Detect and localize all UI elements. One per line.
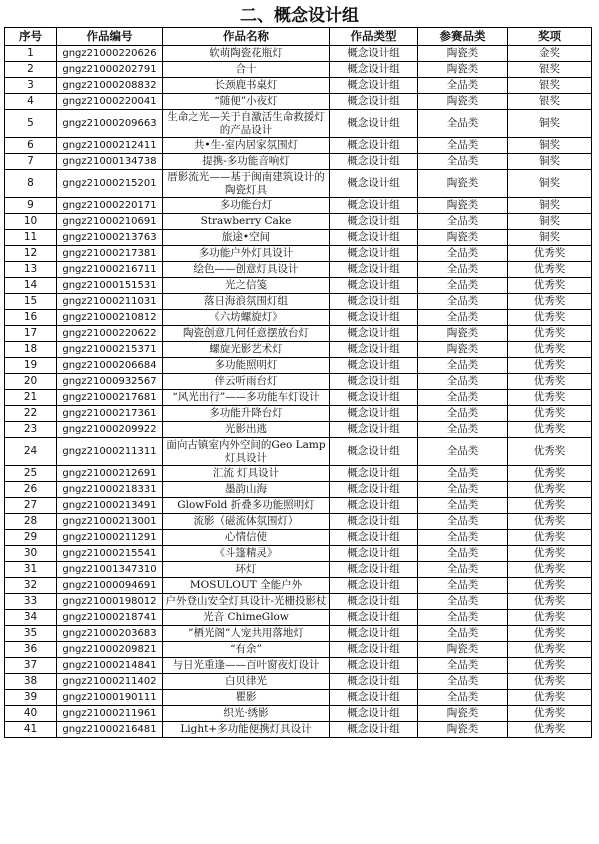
entry-name: 软萌陶瓷花瓶灯	[163, 46, 330, 62]
table-row	[5, 214, 592, 230]
entry-type: 概念设计组	[330, 722, 418, 738]
entry-name: 织光·绣影	[163, 706, 330, 722]
entry-code: gngz21000217681	[57, 390, 163, 406]
entry-name: 面向古镇室内外空间的Geo Lamp灯具设计	[163, 438, 330, 466]
entry-type: 概念设计组	[330, 578, 418, 594]
entry-category: 全品类	[418, 498, 508, 514]
entry-type: 概念设计组	[330, 138, 418, 154]
row-index: 20	[5, 374, 57, 390]
table-row	[5, 358, 592, 374]
row-index: 7	[5, 154, 57, 170]
row-index: 21	[5, 390, 57, 406]
entry-award: 优秀奖	[508, 658, 592, 674]
entry-code: gngz21000208832	[57, 78, 163, 94]
entry-type: 概念设计组	[330, 546, 418, 562]
entry-type: 概念设计组	[330, 658, 418, 674]
table-row	[5, 722, 592, 738]
entry-category: 全品类	[418, 110, 508, 138]
entry-code: gngz21000202791	[57, 62, 163, 78]
entry-type: 概念设计组	[330, 690, 418, 706]
entry-type: 概念设计组	[330, 438, 418, 466]
row-index: 3	[5, 78, 57, 94]
entry-award: 优秀奖	[508, 674, 592, 690]
entry-award: 铜奖	[508, 230, 592, 246]
entry-award: 优秀奖	[508, 406, 592, 422]
entry-category: 全品类	[418, 530, 508, 546]
entry-award: 优秀奖	[508, 530, 592, 546]
entry-award: 优秀奖	[508, 578, 592, 594]
table-row	[5, 326, 592, 342]
entry-category: 陶瓷类	[418, 642, 508, 658]
table-row	[5, 690, 592, 706]
entry-award: 优秀奖	[508, 642, 592, 658]
row-index: 40	[5, 706, 57, 722]
entry-type: 概念设计组	[330, 358, 418, 374]
entry-type: 概念设计组	[330, 374, 418, 390]
table-row	[5, 342, 592, 358]
entry-award: 优秀奖	[508, 390, 592, 406]
entry-award: 优秀奖	[508, 374, 592, 390]
entry-code: gngz21000211311	[57, 438, 163, 466]
table-row	[5, 578, 592, 594]
entry-category: 陶瓷类	[418, 94, 508, 110]
entry-award: 银奖	[508, 62, 592, 78]
table-row	[5, 562, 592, 578]
table-row	[5, 498, 592, 514]
entry-code: gngz21000212691	[57, 466, 163, 482]
entry-type: 概念设计组	[330, 642, 418, 658]
entry-award: 铜奖	[508, 170, 592, 198]
entry-category: 全品类	[418, 514, 508, 530]
table-row	[5, 406, 592, 422]
row-index: 24	[5, 438, 57, 466]
table-row	[5, 262, 592, 278]
entry-name: 环灯	[163, 562, 330, 578]
table-row	[5, 438, 592, 466]
table-row	[5, 46, 592, 62]
row-index: 41	[5, 722, 57, 738]
entry-type: 概念设计组	[330, 262, 418, 278]
page-title: 二、概念设计组	[240, 6, 359, 26]
entry-name: Light+多功能便携灯具设计	[163, 722, 330, 738]
table-row	[5, 374, 592, 390]
entry-type: 概念设计组	[330, 78, 418, 94]
row-index: 35	[5, 626, 57, 642]
row-index: 27	[5, 498, 57, 514]
header-entry-type: 作品类型	[330, 28, 418, 46]
header-entry-code: 作品编号	[57, 28, 163, 46]
entry-code: gngz21000215541	[57, 546, 163, 562]
entry-name: “随便”小夜灯	[163, 94, 330, 110]
entry-award: 优秀奖	[508, 562, 592, 578]
entry-category: 全品类	[418, 610, 508, 626]
entry-award: 银奖	[508, 78, 592, 94]
entry-award: 优秀奖	[508, 466, 592, 482]
entry-category: 全品类	[418, 278, 508, 294]
entry-award: 优秀奖	[508, 246, 592, 262]
entry-type: 概念设计组	[330, 626, 418, 642]
entry-code: gngz21000198012	[57, 594, 163, 610]
entry-award: 铜奖	[508, 154, 592, 170]
entry-type: 概念设计组	[330, 310, 418, 326]
entry-name: 落日海浪氛围灯组	[163, 294, 330, 310]
table-row	[5, 706, 592, 722]
entry-code: gngz21000212411	[57, 138, 163, 154]
entry-type: 概念设计组	[330, 214, 418, 230]
entry-category: 全品类	[418, 358, 508, 374]
table-row	[5, 278, 592, 294]
entry-type: 概念设计组	[330, 94, 418, 110]
row-index: 36	[5, 642, 57, 658]
row-index: 34	[5, 610, 57, 626]
entry-name: 多功能升降台灯	[163, 406, 330, 422]
entry-category: 陶瓷类	[418, 706, 508, 722]
row-index: 23	[5, 422, 57, 438]
table-row	[5, 310, 592, 326]
entry-code: gngz21000217361	[57, 406, 163, 422]
entry-type: 概念设计组	[330, 390, 418, 406]
entry-type: 概念设计组	[330, 342, 418, 358]
entry-award: 优秀奖	[508, 422, 592, 438]
row-index: 22	[5, 406, 57, 422]
entry-name: Strawberry Cake	[163, 214, 330, 230]
entry-category: 全品类	[418, 438, 508, 466]
entry-name: 墨韵山海	[163, 482, 330, 498]
row-index: 39	[5, 690, 57, 706]
entry-award: 优秀奖	[508, 262, 592, 278]
table-row	[5, 610, 592, 626]
row-index: 19	[5, 358, 57, 374]
entry-code: gngz21000211031	[57, 294, 163, 310]
table-row	[5, 642, 592, 658]
entry-category: 陶瓷类	[418, 62, 508, 78]
entry-name: 伴云听雨台灯	[163, 374, 330, 390]
row-index: 10	[5, 214, 57, 230]
table-row	[5, 626, 592, 642]
table-header-row	[5, 28, 592, 46]
table-row	[5, 154, 592, 170]
entry-name: 陶瓷创意几何任意摆放台灯	[163, 326, 330, 342]
entry-code: gngz21000932567	[57, 374, 163, 390]
entry-type: 概念设计组	[330, 466, 418, 482]
entry-category: 全品类	[418, 154, 508, 170]
entry-code: gngz21000213001	[57, 514, 163, 530]
entry-name: “有余”	[163, 642, 330, 658]
table-row	[5, 170, 592, 198]
entry-name: 旅途•空间	[163, 230, 330, 246]
entry-category: 全品类	[418, 310, 508, 326]
entry-name: 绘色——创意灯具设计	[163, 262, 330, 278]
entry-code: gngz21000134738	[57, 154, 163, 170]
entry-category: 全品类	[418, 138, 508, 154]
table-row	[5, 514, 592, 530]
table-row	[5, 658, 592, 674]
entry-type: 概念设计组	[330, 294, 418, 310]
entry-award: 优秀奖	[508, 358, 592, 374]
entry-type: 概念设计组	[330, 198, 418, 214]
entry-code: gngz21000216711	[57, 262, 163, 278]
row-index: 8	[5, 170, 57, 198]
entry-type: 概念设计组	[330, 610, 418, 626]
row-index: 32	[5, 578, 57, 594]
entry-type: 概念设计组	[330, 422, 418, 438]
entry-code: gngz21000206684	[57, 358, 163, 374]
entry-type: 概念设计组	[330, 326, 418, 342]
entry-code: gngz21000214841	[57, 658, 163, 674]
table-row	[5, 198, 592, 214]
entry-code: gngz21000217381	[57, 246, 163, 262]
row-index: 31	[5, 562, 57, 578]
table-row	[5, 230, 592, 246]
table-row	[5, 594, 592, 610]
entry-type: 概念设计组	[330, 406, 418, 422]
entry-code: gngz21000220041	[57, 94, 163, 110]
entry-award: 优秀奖	[508, 438, 592, 466]
entry-award: 优秀奖	[508, 514, 592, 530]
entry-award: 优秀奖	[508, 278, 592, 294]
entry-code: gngz21000213491	[57, 498, 163, 514]
entry-type: 概念设计组	[330, 246, 418, 262]
header-category: 参赛品类	[418, 28, 508, 46]
entry-name: 《六坊螺旋灯》	[163, 310, 330, 326]
table-row	[5, 138, 592, 154]
row-index: 14	[5, 278, 57, 294]
entry-type: 概念设计组	[330, 706, 418, 722]
entry-type: 概念设计组	[330, 562, 418, 578]
awards-table	[4, 27, 592, 738]
entry-category: 全品类	[418, 690, 508, 706]
entry-award: 优秀奖	[508, 294, 592, 310]
row-index: 28	[5, 514, 57, 530]
entry-name: 生命之光—关于自激活生命救援灯的产品设计	[163, 110, 330, 138]
entry-award: 铜奖	[508, 138, 592, 154]
entry-award: 优秀奖	[508, 342, 592, 358]
table-row	[5, 78, 592, 94]
entry-name: 合十	[163, 62, 330, 78]
row-index: 5	[5, 110, 57, 138]
entry-award: 优秀奖	[508, 310, 592, 326]
entry-code: gngz21000209663	[57, 110, 163, 138]
entry-name: 汇流 灯具设计	[163, 466, 330, 482]
entry-code: gngz21000094691	[57, 578, 163, 594]
entry-name: 共•生-室内居家氛围灯	[163, 138, 330, 154]
entry-name: 多功能照明灯	[163, 358, 330, 374]
entry-category: 全品类	[418, 658, 508, 674]
row-index: 13	[5, 262, 57, 278]
entry-category: 全品类	[418, 546, 508, 562]
row-index: 9	[5, 198, 57, 214]
entry-type: 概念设计组	[330, 482, 418, 498]
table-body	[5, 46, 592, 738]
row-index: 25	[5, 466, 57, 482]
entry-award: 铜奖	[508, 214, 592, 230]
entry-award: 优秀奖	[508, 498, 592, 514]
entry-category: 全品类	[418, 262, 508, 278]
entry-code: gngz21000210812	[57, 310, 163, 326]
entry-category: 全品类	[418, 246, 508, 262]
entry-name: “风光出行”——多功能车灯设计	[163, 390, 330, 406]
entry-code: gngz21000211402	[57, 674, 163, 690]
row-index: 12	[5, 246, 57, 262]
table-row	[5, 246, 592, 262]
entry-name: 多功能台灯	[163, 198, 330, 214]
entry-type: 概念设计组	[330, 62, 418, 78]
entry-name: 厝影流光——基于闽南建筑设计的陶瓷灯具	[163, 170, 330, 198]
row-index: 38	[5, 674, 57, 690]
entry-category: 陶瓷类	[418, 46, 508, 62]
entry-award: 优秀奖	[508, 610, 592, 626]
entry-category: 全品类	[418, 374, 508, 390]
entry-code: gngz21000210691	[57, 214, 163, 230]
entry-code: gngz21000211961	[57, 706, 163, 722]
entry-category: 全品类	[418, 482, 508, 498]
entry-award: 优秀奖	[508, 594, 592, 610]
header-award: 奖项	[508, 28, 592, 46]
entry-name: 与日光重逢——百叶窗夜灯设计	[163, 658, 330, 674]
entry-category: 全品类	[418, 214, 508, 230]
entry-code: gngz21000203683	[57, 626, 163, 642]
entry-name: ”栖光阁”人宠共用落地灯	[163, 626, 330, 642]
entry-name: 光音 ChimeGlow	[163, 610, 330, 626]
entry-name: MOSULOUT 全能户外	[163, 578, 330, 594]
entry-category: 全品类	[418, 594, 508, 610]
header-entry-name: 作品名称	[163, 28, 330, 46]
entry-category: 全品类	[418, 78, 508, 94]
entry-name: 户外登山安全灯具设计-光栅投影杖	[163, 594, 330, 610]
entry-code: gngz21000216481	[57, 722, 163, 738]
entry-category: 全品类	[418, 562, 508, 578]
table-row	[5, 466, 592, 482]
entry-award: 优秀奖	[508, 546, 592, 562]
row-index: 37	[5, 658, 57, 674]
entry-category: 全品类	[418, 422, 508, 438]
entry-award: 优秀奖	[508, 690, 592, 706]
entry-type: 概念设计组	[330, 530, 418, 546]
entry-code: gngz21000211291	[57, 530, 163, 546]
entry-award: 优秀奖	[508, 326, 592, 342]
entry-code: gngz21000220171	[57, 198, 163, 214]
entry-type: 概念设计组	[330, 498, 418, 514]
entry-award: 优秀奖	[508, 482, 592, 498]
entry-type: 概念设计组	[330, 170, 418, 198]
entry-code: gngz21000215371	[57, 342, 163, 358]
table-row	[5, 62, 592, 78]
entry-award: 优秀奖	[508, 722, 592, 738]
entry-category: 陶瓷类	[418, 230, 508, 246]
table-row	[5, 94, 592, 110]
table-row	[5, 422, 592, 438]
table-row	[5, 546, 592, 562]
entry-name: 流影（磁流体氛围灯）	[163, 514, 330, 530]
entry-code: gngz21000213763	[57, 230, 163, 246]
entry-code: gngz21000209922	[57, 422, 163, 438]
entry-name: 《斗篷精灵》	[163, 546, 330, 562]
row-index: 26	[5, 482, 57, 498]
entry-type: 概念设计组	[330, 154, 418, 170]
entry-type: 概念设计组	[330, 110, 418, 138]
entry-type: 概念设计组	[330, 594, 418, 610]
table-row	[5, 110, 592, 138]
entry-name: 螺旋光影艺术灯	[163, 342, 330, 358]
entry-type: 概念设计组	[330, 674, 418, 690]
entry-category: 全品类	[418, 390, 508, 406]
entry-award: 金奖	[508, 46, 592, 62]
entry-name: 提携-多功能音响灯	[163, 154, 330, 170]
entry-award: 银奖	[508, 94, 592, 110]
entry-code: gngz21000218741	[57, 610, 163, 626]
entry-code: gngz21000215201	[57, 170, 163, 198]
entry-name: 光之信笺	[163, 278, 330, 294]
entry-name: 心情信使	[163, 530, 330, 546]
row-index: 11	[5, 230, 57, 246]
entry-category: 陶瓷类	[418, 722, 508, 738]
row-index: 29	[5, 530, 57, 546]
entry-award: 铜奖	[508, 110, 592, 138]
entry-category: 全品类	[418, 578, 508, 594]
entry-category: 陶瓷类	[418, 342, 508, 358]
entry-type: 概念设计组	[330, 514, 418, 530]
header-index: 序号	[5, 28, 57, 46]
table-row	[5, 674, 592, 690]
entry-name: 瞿影	[163, 690, 330, 706]
row-index: 2	[5, 62, 57, 78]
entry-type: 概念设计组	[330, 278, 418, 294]
table-row	[5, 482, 592, 498]
row-index: 4	[5, 94, 57, 110]
table-row	[5, 530, 592, 546]
row-index: 17	[5, 326, 57, 342]
entry-category: 全品类	[418, 626, 508, 642]
entry-category: 全品类	[418, 674, 508, 690]
entry-type: 概念设计组	[330, 230, 418, 246]
table-row	[5, 294, 592, 310]
row-index: 1	[5, 46, 57, 62]
entry-code: gngz21000220626	[57, 46, 163, 62]
entry-name: 多功能户外灯具设计	[163, 246, 330, 262]
entry-code: gngz21000218331	[57, 482, 163, 498]
entry-category: 全品类	[418, 466, 508, 482]
row-index: 16	[5, 310, 57, 326]
entry-code: gngz21000190111	[57, 690, 163, 706]
entry-code: gngz21000220622	[57, 326, 163, 342]
entry-name: 白贝律光	[163, 674, 330, 690]
entry-category: 陶瓷类	[418, 198, 508, 214]
entry-award: 铜奖	[508, 198, 592, 214]
entry-award: 优秀奖	[508, 706, 592, 722]
row-index: 30	[5, 546, 57, 562]
entry-type: 概念设计组	[330, 46, 418, 62]
table-row	[5, 390, 592, 406]
entry-name: 光影出逃	[163, 422, 330, 438]
entry-name: GlowFold 折叠多功能照明灯	[163, 498, 330, 514]
entry-code: gngz21000151531	[57, 278, 163, 294]
entry-category: 陶瓷类	[418, 170, 508, 198]
row-index: 18	[5, 342, 57, 358]
entry-category: 全品类	[418, 294, 508, 310]
entry-category: 全品类	[418, 406, 508, 422]
entry-category: 陶瓷类	[418, 326, 508, 342]
entry-code: gngz21001347310	[57, 562, 163, 578]
entry-name: 长颈鹿书桌灯	[163, 78, 330, 94]
row-index: 15	[5, 294, 57, 310]
entry-code: gngz21000209821	[57, 642, 163, 658]
row-index: 33	[5, 594, 57, 610]
entry-award: 优秀奖	[508, 626, 592, 642]
row-index: 6	[5, 138, 57, 154]
